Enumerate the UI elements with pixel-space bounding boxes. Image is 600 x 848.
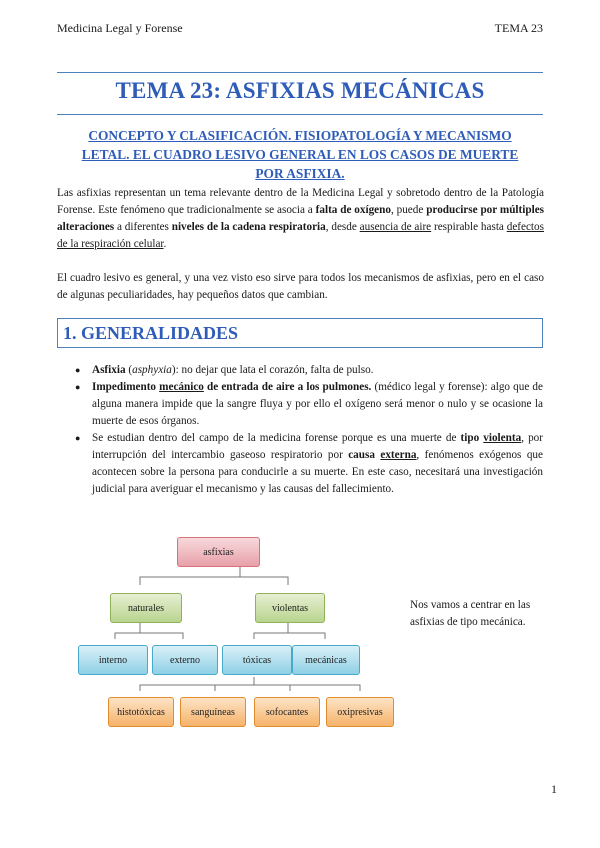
- node-externo: externo: [152, 645, 218, 675]
- classification-diagram: [70, 525, 400, 740]
- section-heading-box: [57, 318, 543, 348]
- node-interno: interno: [78, 645, 148, 675]
- side-note: Nos vamos a centrar en las asfixias de tipo mecánica.: [410, 599, 531, 628]
- page-header-left: Medicina Legal y Forense: [57, 21, 183, 35]
- second-paragraph: El cuadro lesivo es general, y una vez visto eso sirve para todos los mecanismos de asfixias, pero en el caso de algunas peculiaridades, hay pequeños datos que cambian.: [57, 272, 544, 301]
- node-toxicas: tóxicas: [222, 645, 292, 675]
- node-histotoxicas: histotóxicas: [108, 697, 174, 727]
- node-sofocantes: sofocantes: [254, 697, 320, 727]
- intro-paragraph: Las asfixias representan un tema relevante dentro de la Medicina Legal y sobretodo dentro de la Patología Forense. Este fenómeno que tradicionalmente se asocia a falta de oxígeno, puede producirse por múltiples alteraciones a diferentes niveles de la cadena respiratoria, desde ausencia de aire respirable hasta defectos de la respiración celular.: [57, 187, 545, 250]
- title-rule-top: [57, 72, 543, 73]
- list-item: ● Se estudian dentro del campo de la medicina forense porque es una muerte de tipo violenta, por interrupción del intercambio gaseoso respiratorio por causa externa, fenómenos exógenos que acontecen sobre la persona para conducirle a su muerte. En este caso, necesitará una investigación judicial para averiguar el mecanismo y las causas del fallecimiento.: [75, 430, 543, 498]
- node-mecanicas: mecánicas: [292, 645, 360, 675]
- page-header-right: TEMA 23: [494, 21, 543, 35]
- title-rule-bottom: [57, 114, 543, 115]
- page-number: 1: [551, 782, 557, 796]
- bullet-list: [75, 362, 543, 498]
- node-sanguineas: sanguíneas: [180, 697, 246, 727]
- node-violentas: violentas: [255, 593, 325, 623]
- list-item: ● Asfixia (asphyxia): no dejar que lata el corazón, falta de pulso.: [75, 362, 543, 379]
- node-oxipresivas: oxipresivas: [326, 697, 394, 727]
- list-item: ● Impedimento mecánico de entrada de aire a los pulmones. (médico legal y forense): algo que de alguna manera impide que la sangre fluya y por ello el oxígeno será menor o nulo y se ocasione la muerte de esos órganos.: [75, 379, 543, 430]
- page-title: TEMA 23: ASFIXIAS MECÁNICAS: [115, 78, 485, 103]
- node-asfixias: asfixias: [177, 537, 260, 567]
- section-heading: 1. GENERALIDADES: [63, 323, 239, 343]
- node-naturales: naturales: [110, 593, 182, 623]
- subtitle: CONCEPTO Y CLASIFICACIÓN. FISIOPATOLOGÍA Y MECANISMO LETAL. EL CUADRO LESIVO GENERAL EN LOS CASOS DE MUERTE POR ASFIXIA.: [81, 128, 519, 181]
